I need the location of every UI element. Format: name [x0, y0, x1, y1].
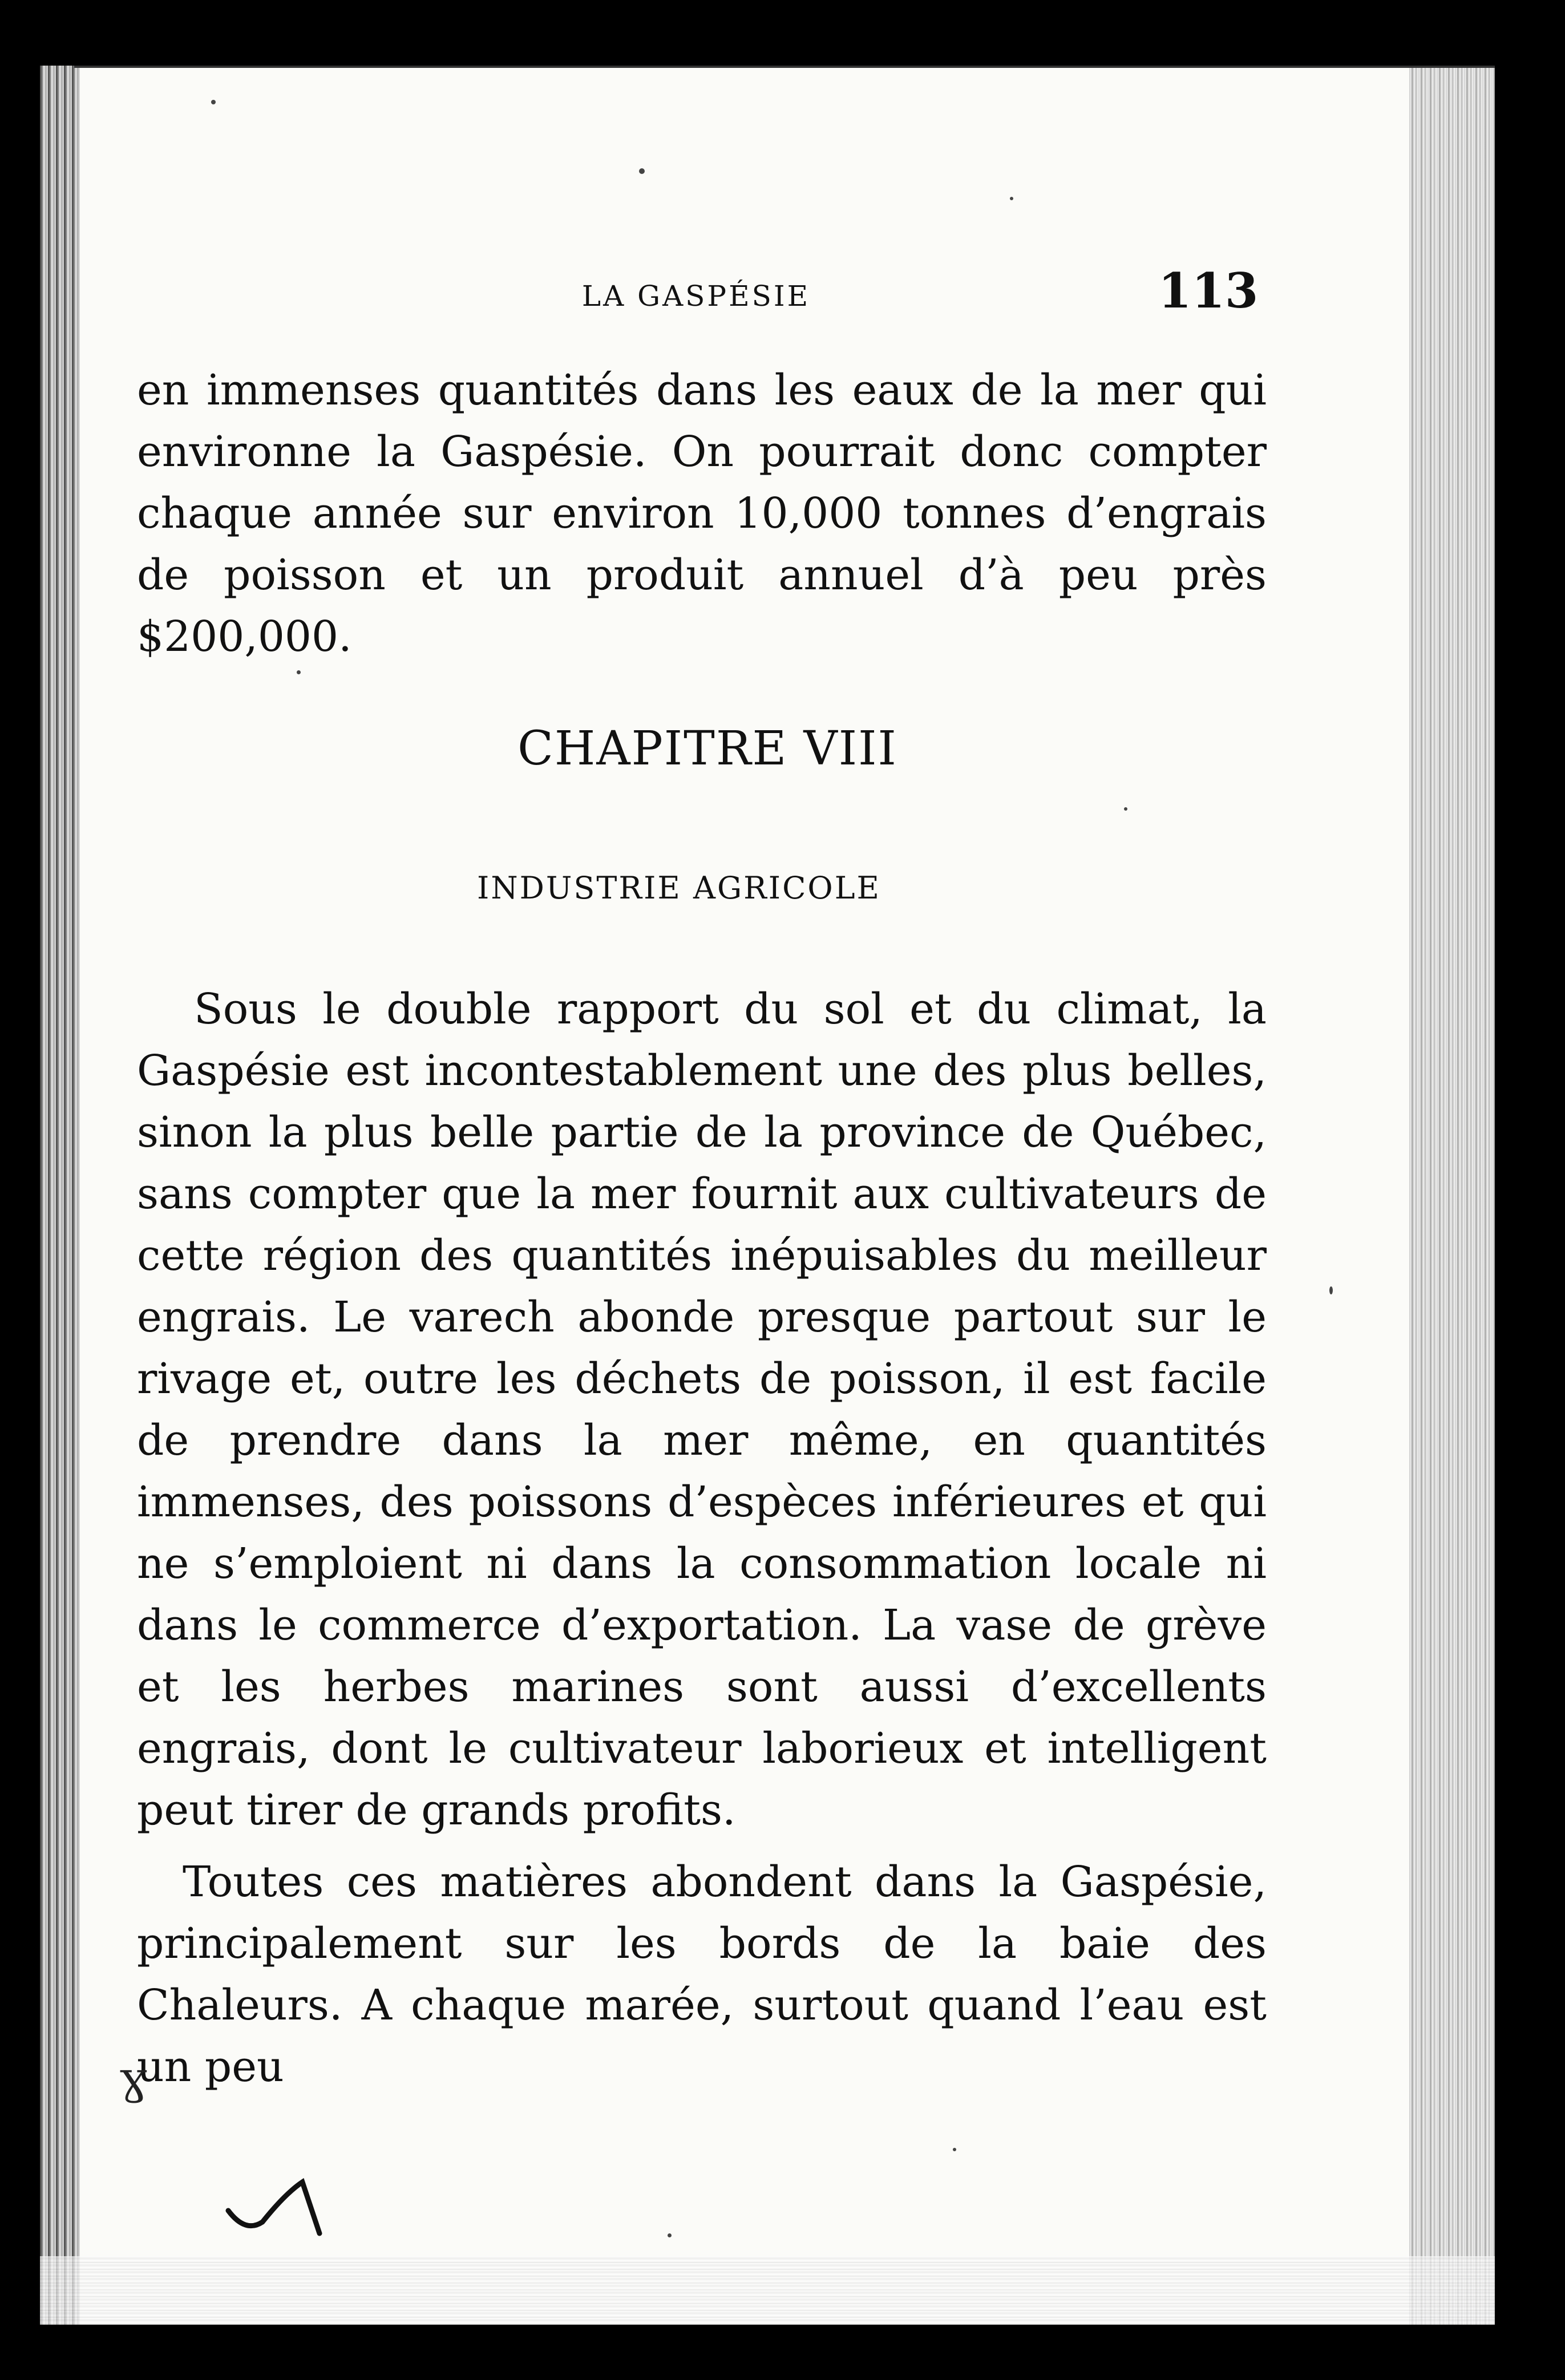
scan-speck — [211, 100, 216, 104]
page-edge-bottom — [40, 2256, 1495, 2325]
margin-pencil-mark: Ɣ — [120, 2062, 148, 2109]
book-page — [40, 66, 1495, 2325]
main-paragraph: Sous le double rapport du sol et du climat, la Gaspésie est incontestablement une des plus belles, sinon la plus belle partie de la province de Québec, sans compter que la mer fournit aux cultivateurs de cette région des quantités inépuisables du meilleur engrais. Le varech abonde presque partout sur le rivage et, outre les déchets de poisson, il est facile de prendre dans la mer même, en quantités immenses, des poissons d’espèces inférieures et qui ne s’emploient ni dans la consommation locale ni dans le commerce d’exportation. La vase de grève et les herbes marines sont aussi d’excellents engrais, dont le cultivateur laborieux et intelligent peut tirer de grands profits. — [137, 985, 1267, 1835]
section-title: INDUSTRIE AGRICOLE — [477, 870, 881, 906]
scan-speck — [953, 2148, 956, 2151]
chapter-title: CHAPITRE VIII — [517, 722, 897, 776]
scan-speck — [668, 2233, 672, 2237]
page-edge-right — [1409, 66, 1495, 2325]
pencil-checkmark-icon — [223, 2159, 337, 2251]
running-title: LA GASPÉSIE — [581, 280, 811, 313]
continuation-paragraph: en immenses quantités dans les eaux de la mer qui environne la Gaspésie. On pourrait donc compter chaque année sur environ 10,000 tonnes d’engrais de poisson et un produit annuel d’à peu près $200,000. — [137, 366, 1267, 661]
scan-speck — [1010, 197, 1013, 200]
scan-speck — [639, 168, 645, 174]
scan-speck — [1329, 1286, 1333, 1294]
binding-gutter-left — [40, 66, 80, 2325]
last-paragraph: Toutes ces matières abondent dans la Gaspésie, principalement sur les bords de la baie des Chaleurs. A chaque marée, surtout quand l’eau est un peu — [137, 1857, 1267, 2091]
page-number: 113 — [1158, 262, 1259, 319]
top-edge-line — [74, 66, 1495, 68]
scan-speck — [1124, 807, 1127, 811]
scan-speck — [297, 670, 301, 674]
